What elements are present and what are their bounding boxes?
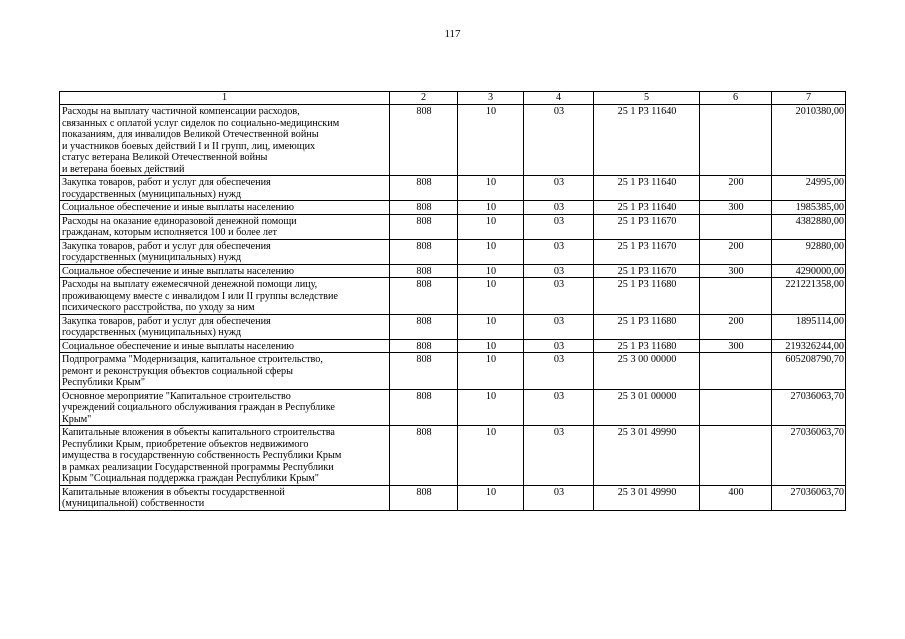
table-row <box>60 389 846 426</box>
header-col-3: 3 <box>458 92 524 105</box>
header-col-2: 2 <box>390 92 458 105</box>
department-code: 808 <box>390 214 458 239</box>
subsection-code: 03 <box>524 339 594 353</box>
department-code: 808 <box>390 339 458 353</box>
header-col-7: 7 <box>772 92 846 105</box>
amount: 219326244,00 <box>772 339 846 353</box>
section-code: 10 <box>458 201 524 215</box>
table-row <box>60 201 846 215</box>
department-code: 808 <box>390 176 458 201</box>
header-col-6: 6 <box>700 92 772 105</box>
expense-type-code <box>700 353 772 390</box>
department-code: 808 <box>390 485 458 510</box>
department-code: 808 <box>390 278 458 315</box>
expense-type-code: 300 <box>700 339 772 353</box>
subsection-code: 03 <box>524 485 594 510</box>
page-number: 117 <box>444 28 461 40</box>
target-article-code: 25 1 Р3 11640 <box>594 201 700 215</box>
amount: 1985385,00 <box>772 201 846 215</box>
expense-name: Социальное обеспечение и иные выплаты населению <box>60 201 390 215</box>
subsection-code: 03 <box>524 389 594 426</box>
header-col-1: 1 <box>60 92 390 105</box>
header-col-5: 5 <box>594 92 700 105</box>
table-row <box>60 214 846 239</box>
expense-name: Капитальные вложения в объекты государственной (муниципальной) собственности <box>60 485 390 510</box>
header-col-4: 4 <box>524 92 594 105</box>
amount: 605208790,70 <box>772 353 846 390</box>
target-article-code: 25 3 01 00000 <box>594 389 700 426</box>
target-article-code: 25 3 01 49990 <box>594 485 700 510</box>
department-code: 808 <box>390 201 458 215</box>
subsection-code: 03 <box>524 239 594 264</box>
expense-name: Подпрограмма "Модернизация, капитальное строительство, ремонт и реконструкция объектов социальной сферы Республики Крым" <box>60 353 390 390</box>
table-row <box>60 239 846 264</box>
department-code: 808 <box>390 314 458 339</box>
expense-name: Расходы на выплату частичной компенсации расходов, связанных с оплатой услуг сиделок по социально-медицинским показаниям, для инвалидов Великой Отечественной войны и участников боевых действий I и II групп, лиц, имеющих статус ветерана Великой Отечественной войны и ветерана боевых действий <box>60 105 390 176</box>
subsection-code: 03 <box>524 314 594 339</box>
amount: 4382880,00 <box>772 214 846 239</box>
expense-type-code: 200 <box>700 176 772 201</box>
target-article-code: 25 1 Р3 11680 <box>594 339 700 353</box>
expense-name: Расходы на выплату ежемесячной денежной помощи лицу, проживающему вместе с инвалидом I или II группы вследствие психического расстройства, по уходу за ним <box>60 278 390 315</box>
department-code: 808 <box>390 105 458 176</box>
amount: 27036063,70 <box>772 485 846 510</box>
amount: 2010380,00 <box>772 105 846 176</box>
expense-name: Закупка товаров, работ и услуг для обеспечения государственных (муниципальных) нужд <box>60 176 390 201</box>
expense-type-code: 200 <box>700 314 772 339</box>
table-row <box>60 264 846 278</box>
expense-type-code <box>700 278 772 315</box>
department-code: 808 <box>390 426 458 486</box>
table-row <box>60 339 846 353</box>
subsection-code: 03 <box>524 105 594 176</box>
expense-type-code <box>700 426 772 486</box>
expense-type-code: 400 <box>700 485 772 510</box>
table-row <box>60 176 846 201</box>
target-article-code: 25 1 Р3 11680 <box>594 278 700 315</box>
subsection-code: 03 <box>524 264 594 278</box>
section-code: 10 <box>458 105 524 176</box>
expense-type-code <box>700 214 772 239</box>
subsection-code: 03 <box>524 353 594 390</box>
amount: 4290000,00 <box>772 264 846 278</box>
expense-name: Социальное обеспечение и иные выплаты населению <box>60 264 390 278</box>
target-article-code: 25 1 Р3 11640 <box>594 176 700 201</box>
target-article-code: 25 1 Р3 11670 <box>594 264 700 278</box>
amount: 1895114,00 <box>772 314 846 339</box>
section-code: 10 <box>458 214 524 239</box>
table-row <box>60 353 846 390</box>
expense-type-code: 200 <box>700 239 772 264</box>
expense-name: Закупка товаров, работ и услуг для обеспечения государственных (муниципальных) нужд <box>60 314 390 339</box>
department-code: 808 <box>390 389 458 426</box>
section-code: 10 <box>458 339 524 353</box>
department-code: 808 <box>390 264 458 278</box>
table-header-row <box>60 92 846 105</box>
table-row <box>60 426 846 486</box>
target-article-code: 25 1 Р3 11680 <box>594 314 700 339</box>
section-code: 10 <box>458 389 524 426</box>
expense-type-code: 300 <box>700 264 772 278</box>
subsection-code: 03 <box>524 214 594 239</box>
subsection-code: 03 <box>524 176 594 201</box>
section-code: 10 <box>458 278 524 315</box>
amount: 92880,00 <box>772 239 846 264</box>
target-article-code: 25 1 Р3 11670 <box>594 239 700 264</box>
section-code: 10 <box>458 239 524 264</box>
table-body <box>60 105 846 511</box>
budget-table <box>59 91 846 511</box>
expense-name: Социальное обеспечение и иные выплаты населению <box>60 339 390 353</box>
department-code: 808 <box>390 239 458 264</box>
amount: 24995,00 <box>772 176 846 201</box>
amount: 27036063,70 <box>772 389 846 426</box>
table-row <box>60 278 846 315</box>
expense-type-code: 300 <box>700 201 772 215</box>
expense-type-code <box>700 389 772 426</box>
section-code: 10 <box>458 314 524 339</box>
subsection-code: 03 <box>524 201 594 215</box>
department-code: 808 <box>390 353 458 390</box>
amount: 221221358,00 <box>772 278 846 315</box>
target-article-code: 25 3 00 00000 <box>594 353 700 390</box>
section-code: 10 <box>458 485 524 510</box>
section-code: 10 <box>458 426 524 486</box>
section-code: 10 <box>458 264 524 278</box>
section-code: 10 <box>458 176 524 201</box>
target-article-code: 25 1 Р3 11670 <box>594 214 700 239</box>
target-article-code: 25 1 Р3 11640 <box>594 105 700 176</box>
table-row <box>60 485 846 510</box>
expense-name: Закупка товаров, работ и услуг для обеспечения государственных (муниципальных) нужд <box>60 239 390 264</box>
expense-name: Расходы на оказание единоразовой денежной помощи гражданам, которым исполняется 100 и более лет <box>60 214 390 239</box>
subsection-code: 03 <box>524 278 594 315</box>
subsection-code: 03 <box>524 426 594 486</box>
table-row <box>60 314 846 339</box>
expense-name: Основное мероприятие "Капитальное строительство учреждений социального обслуживания граждан в Республике Крым" <box>60 389 390 426</box>
section-code: 10 <box>458 353 524 390</box>
expense-type-code <box>700 105 772 176</box>
expense-name: Капитальные вложения в объекты капитального строительства Республики Крым, приобретение объектов недвижимого имущества в государственную собственность Республики Крым в рамках реализации Государственной программы Республики Крым "Социальная поддержка граждан Республики Крым" <box>60 426 390 486</box>
amount: 27036063,70 <box>772 426 846 486</box>
target-article-code: 25 3 01 49990 <box>594 426 700 486</box>
table-row <box>60 105 846 176</box>
